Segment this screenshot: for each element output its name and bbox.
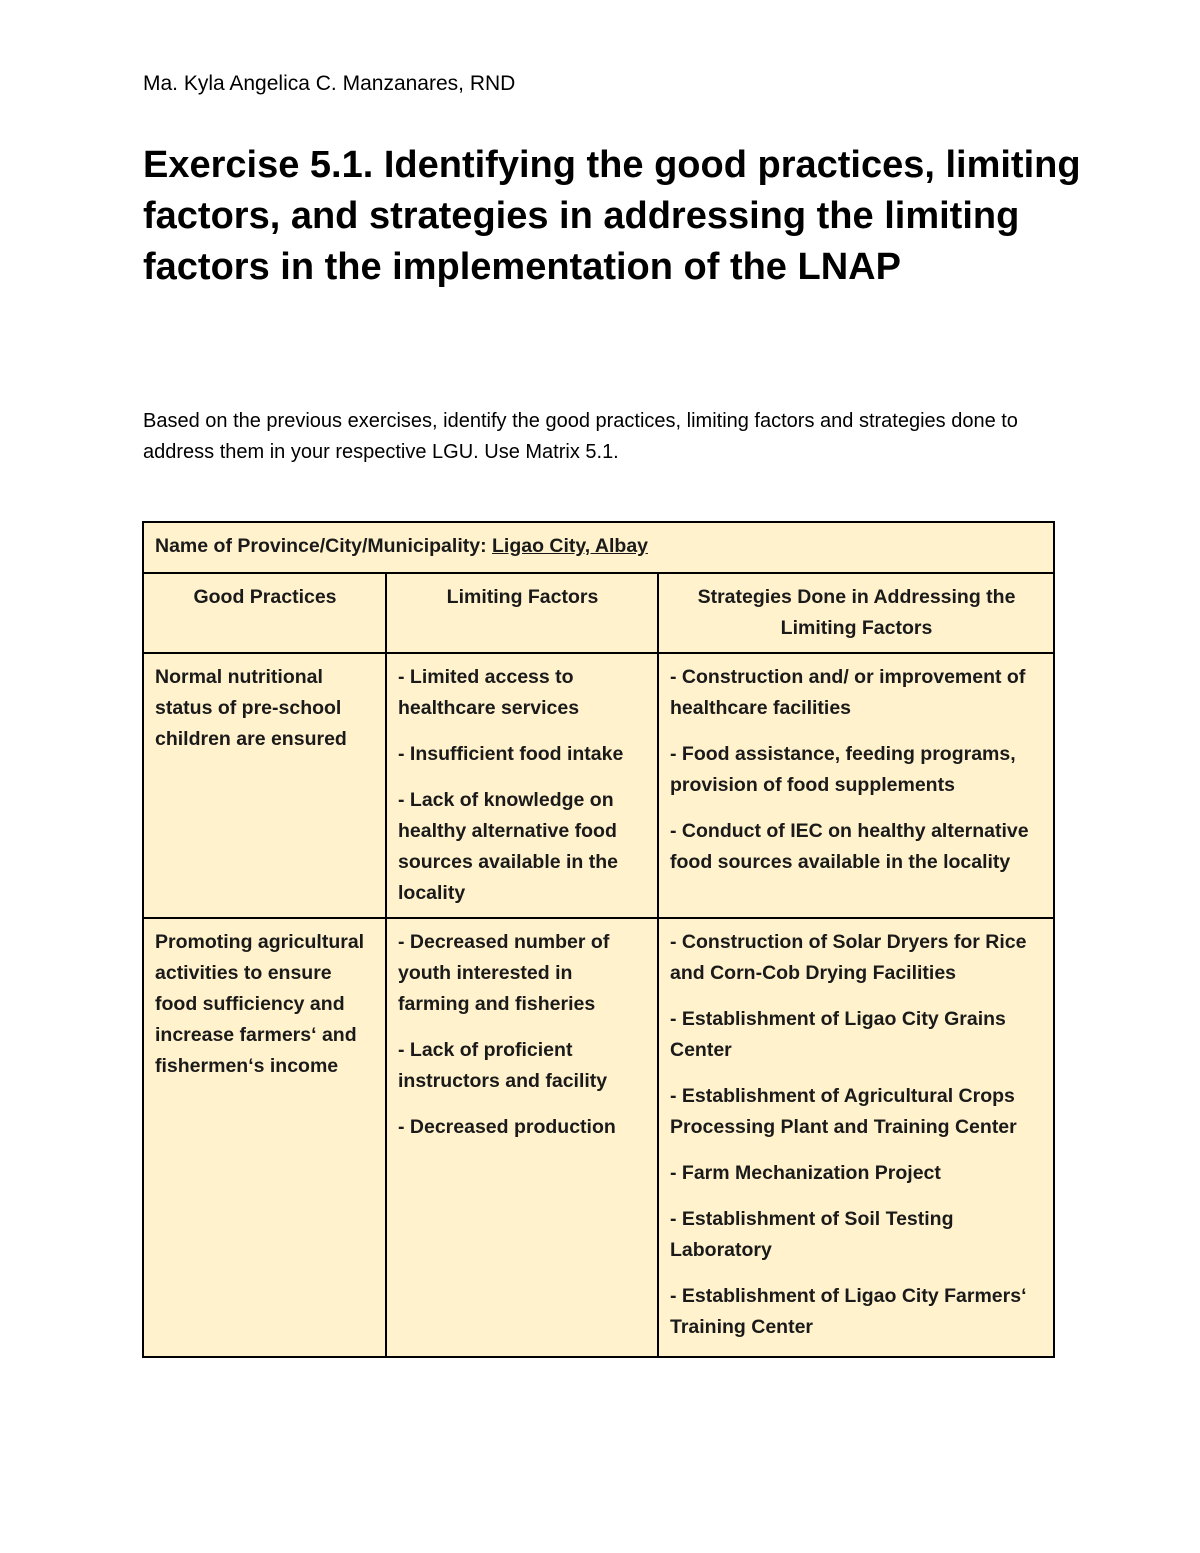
limiting-factor-item: - Limited access to healthcare services xyxy=(398,666,580,719)
header-limiting-factors: Limiting Factors xyxy=(386,573,658,653)
limiting-factor-item: - Decreased number of youth interested in farming and fisheries xyxy=(398,931,610,1015)
good-practice-text: Normal nutritional status of pre-school children are ensured xyxy=(155,666,347,750)
limiting-factors-cell xyxy=(386,653,658,918)
province-value: Ligao City, Albay xyxy=(491,535,649,557)
good-practice-cell xyxy=(143,653,386,918)
header-row xyxy=(143,573,1054,653)
good-practice-text: Promoting agricultural activities to ensure food sufficiency and increase farmers‘ and fishermen‘s income xyxy=(155,931,365,1077)
strategies-cell xyxy=(658,653,1054,918)
strategy-item: - Construction and/ or improvement of healthcare facilities xyxy=(670,666,1026,719)
table-row xyxy=(143,653,1054,918)
strategy-item: - Farm Mechanization Project xyxy=(670,1162,941,1184)
province-label: Name of Province/City/Municipality: xyxy=(155,535,492,557)
limiting-factor-item: - Insufficient food intake xyxy=(398,743,624,765)
province-cell xyxy=(143,522,1054,573)
limiting-factor-item: - Decreased production xyxy=(398,1116,616,1138)
strategy-item: - Food assistance, feeding programs, provision of food supplements xyxy=(670,743,1016,796)
strategy-item: - Establishment of Soil Testing Laboratory xyxy=(670,1208,954,1261)
limiting-factor-item: - Lack of knowledge on healthy alternative food sources available in the locality xyxy=(398,789,619,904)
province-row xyxy=(143,522,1054,573)
header-strategies: Strategies Done in Addressing the Limiting Factors xyxy=(658,573,1054,653)
author-name: Ma. Kyla Angelica C. Manzanares, RND xyxy=(143,72,516,95)
exercise-title: Exercise 5.1. Identifying the good practices, limiting factors, and strategies in addressing the limiting factors in the implementation of the LNAP xyxy=(143,144,1081,288)
strategy-item: - Construction of Solar Dryers for Rice and Corn-Cob Drying Facilities xyxy=(670,931,1027,984)
table-row xyxy=(143,918,1054,1357)
strategies-cell xyxy=(658,918,1054,1357)
strategy-item: - Conduct of IEC on healthy alternative food sources available in the locality xyxy=(670,820,1029,873)
header-good-practices: Good Practices xyxy=(143,573,386,653)
limiting-factors-cell xyxy=(386,918,658,1357)
instructions-text: Based on the previous exercises, identify the good practices, limiting factors and strategies done to address them in your respective LGU. Use Matrix 5.1. xyxy=(143,410,1018,463)
strategy-item: - Establishment of Ligao City Grains Center xyxy=(670,1008,1006,1061)
good-practice-cell xyxy=(143,918,386,1357)
limiting-factor-item: - Lack of proficient instructors and facility xyxy=(398,1039,608,1092)
matrix-table xyxy=(142,521,1055,1358)
strategy-item: - Establishment of Ligao City Farmers‘ Training Center xyxy=(670,1285,1027,1338)
strategy-item: - Establishment of Agricultural Crops Processing Plant and Training Center xyxy=(670,1085,1017,1138)
